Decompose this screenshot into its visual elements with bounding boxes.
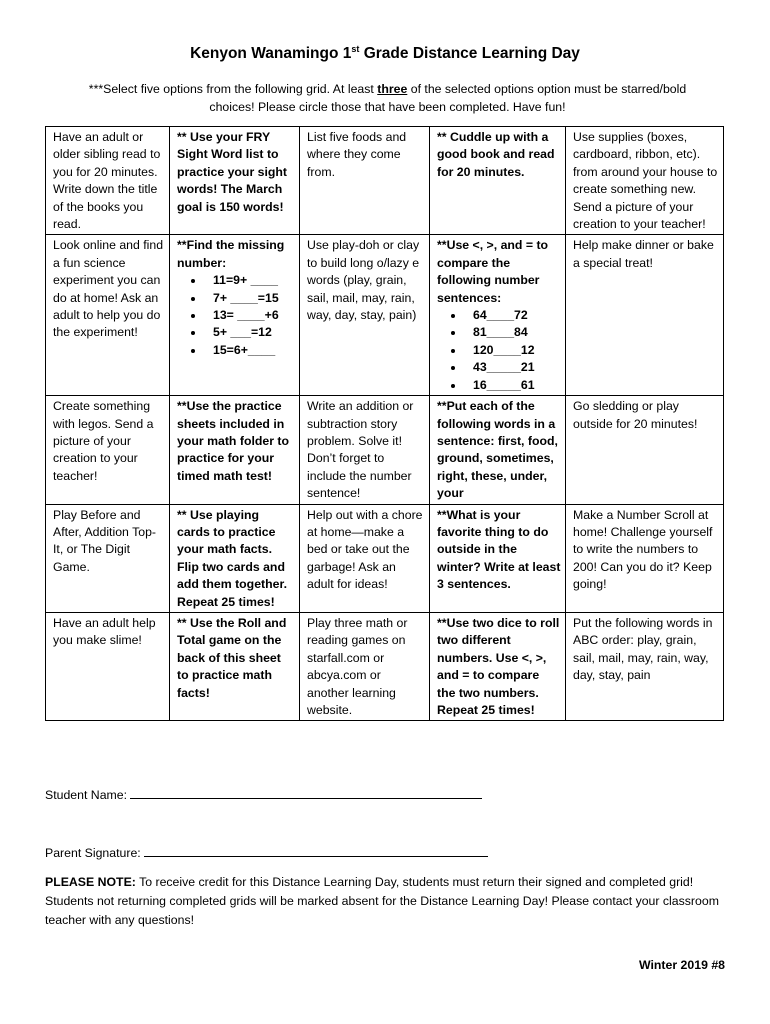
please-note (45, 873, 735, 930)
list-item: • 16_____61 (465, 377, 561, 394)
student-name-label: Student Name: (45, 788, 128, 802)
grid-cell-starred[interactable] (170, 235, 300, 396)
grid-cell[interactable]: Help make dinner or bake a special treat! (566, 235, 724, 396)
grid-cell-starred[interactable]: **What is your favorite thing to do outside in the winter? Write at least 3 sentences. (430, 504, 566, 612)
student-name-line[interactable] (130, 788, 482, 799)
grid-cell[interactable]: List five foods and where they come from. (300, 127, 430, 235)
grid-row (46, 127, 724, 235)
grid-cell[interactable]: Make a Number Scroll at home! Challenge yourself to write the numbers to 200! Can you do it? Keep going! (566, 504, 724, 612)
compare-list (437, 307, 561, 394)
grid-row (46, 504, 724, 612)
list-item: • 7+ ____=15 (205, 290, 295, 307)
grid-row (46, 235, 724, 396)
parent-signature-label: Parent Signature: (45, 846, 141, 860)
grid-cell[interactable]: Create something with legos. Send a picture of your creation to your teacher! (46, 396, 170, 504)
grid-cell[interactable]: Have an adult or older sibling read to you for 20 minutes. Write down the title of the books you read. (46, 127, 170, 235)
grid-cell-starred[interactable]: **Put each of the following words in a sentence: first, food, ground, sometimes, right, these, under, your (430, 396, 566, 504)
grid-cell-starred[interactable]: ** Use your FRY Sight Word list to practice your sight words! The March goal is 150 words! (170, 127, 300, 235)
parent-signature-line[interactable] (144, 846, 488, 857)
activity-grid (45, 126, 724, 721)
grid-row (46, 396, 724, 504)
grid-cell-starred[interactable]: ** Cuddle up with a good book and read for 20 minutes. (430, 127, 566, 235)
list-item: • 5+ ___=12 (205, 324, 295, 341)
list-item: • 15=6+____ (205, 342, 295, 359)
list-item: • 43_____21 (465, 359, 561, 376)
list-item: • 11=9+ ____ (205, 272, 295, 289)
parent-signature-field (45, 846, 488, 860)
grid-cell[interactable]: Use supplies (boxes, cardboard, ribbon, etc). from around your house to create something new. Send a picture of your creation to your teacher! (566, 127, 724, 235)
grid-cell[interactable]: Have an adult help you make slime! (46, 612, 170, 720)
instructions-emphasis: three (377, 82, 408, 96)
grid-cell[interactable]: Put the following words in ABC order: play, grain, sail, mail, may, rain, way, day, stay, pain (566, 612, 724, 720)
page-title (0, 44, 770, 63)
title-suffix: Grade Distance Learning Day (359, 45, 580, 63)
grid-cell[interactable]: Play Before and After, Addition Top-It, or The Digit Game. (46, 504, 170, 612)
grid-cell-starred[interactable] (430, 235, 566, 396)
note-text: To receive credit for this Distance Learning Day, students must return their signed and completed grid! Students not returning completed grids will be marked absent for the Distance Learning Day! Please contact your classroom teacher with any questions! (45, 875, 719, 927)
note-label: PLEASE NOTE: (45, 875, 136, 889)
grid-cell-starred[interactable]: **Use the practice sheets included in your math folder to practice for your timed math test! (170, 396, 300, 504)
student-name-field (45, 788, 482, 802)
grid-row (46, 612, 724, 720)
compare-intro: **Use <, >, and = to compare the following number sentences: (437, 238, 549, 305)
title-prefix: Kenyon Wanamingo 1 (190, 45, 352, 63)
list-item: • 81____84 (465, 324, 561, 341)
instructions (60, 80, 715, 116)
list-item: • 13= ____+6 (205, 307, 295, 324)
footer-label: Winter 2019 #8 (638, 958, 725, 972)
missing-number-intro: **Find the missing number: (177, 238, 285, 270)
list-item: • 120____12 (465, 342, 561, 359)
missing-number-list (177, 272, 295, 359)
grid-cell[interactable]: Help out with a chore at home—make a bed or take out the garbage! Ask an adult for ideas! (300, 504, 430, 612)
title-superscript: st (351, 44, 360, 54)
grid-cell-starred[interactable]: **Use two dice to roll two different numbers. Use <, >, and = to compare the two numbers. Repeat 25 times! (430, 612, 566, 720)
grid-cell[interactable]: Use play-doh or clay to build long o/lazy e words (play, grain, sail, mail, may, rain, way, day, stay, pain) (300, 235, 430, 396)
instructions-line2: choices! Please circle those that have been completed. Have fun! (209, 100, 566, 114)
grid-cell[interactable]: Go sledding or play outside for 20 minutes! (566, 396, 724, 504)
grid-cell-starred[interactable]: ** Use the Roll and Total game on the back of this sheet to practice math facts! (170, 612, 300, 720)
instructions-line1-post: of the selected options option must be starred/bold (407, 82, 687, 96)
grid-cell[interactable]: Play three math or reading games on starfall.com or abcya.com or another learning website. (300, 612, 430, 720)
grid-cell[interactable]: Look online and find a fun science experiment you can do at home! Ask an adult to help you do the experiment! (46, 235, 170, 396)
grid-cell-starred[interactable]: ** Use playing cards to practice your math facts. Flip two cards and add them together. Repeat 25 times! (170, 504, 300, 612)
list-item: • 64____72 (465, 307, 561, 324)
instructions-pre: ***Select five options from the following grid. At least (88, 82, 378, 96)
grid-cell[interactable]: Write an addition or subtraction story problem. Solve it! Don’t forget to include the number sentence! (300, 396, 430, 504)
